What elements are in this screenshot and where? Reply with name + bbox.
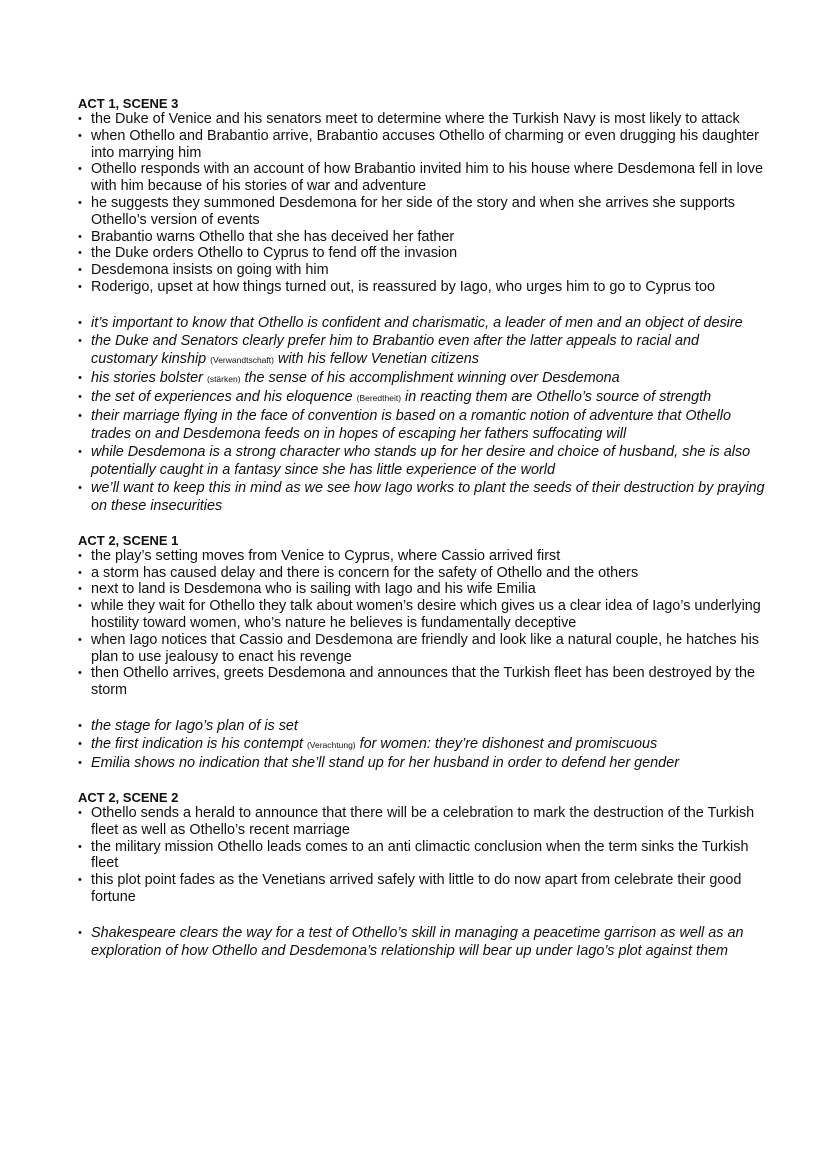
summary-item: • the military mission Othello leads comes to an anti climactic conclusion when the term sinks the Turkish fleet <box>78 839 768 873</box>
analysis-list <box>78 314 768 515</box>
analysis-text: his stories bolster <box>91 369 203 386</box>
summary-item: • when Othello and Brabantio arrive, Brabantio accuses Othello of charming or even drugging his daughter into marrying him <box>78 128 768 162</box>
analysis-item <box>78 388 768 407</box>
summary-item: • while they wait for Othello they talk about women’s desire which gives us a clear idea of Iago’s underlying hostility toward women, who’s nature he believes is fundamentally deceptive <box>78 598 768 632</box>
section-act2-scene1 <box>78 533 768 772</box>
summary-item: • the play’s setting moves from Venice to Cyprus, where Cassio arrived first <box>78 548 768 565</box>
analysis-item <box>78 369 768 388</box>
translation-gloss: (stärken) <box>206 373 241 384</box>
summary-item: • this plot point fades as the Venetians arrived safely with little to do now apart from celebrate their good fortune <box>78 872 768 906</box>
summary-item: • then Othello arrives, greets Desdemona and announces that the Turkish fleet has been destroyed by the storm <box>78 665 768 699</box>
section-heading: ACT 2, SCENE 1 <box>78 532 179 548</box>
analysis-item <box>78 332 768 369</box>
analysis-item: • it’s important to know that Othello is confident and charismatic, a leader of men and an object of desire <box>78 314 768 332</box>
summary-item: • when Iago notices that Cassio and Desdemona are friendly and look like a natural couple, he hatches his plan to use jealousy to enact his revenge <box>78 632 768 666</box>
analysis-item: • while Desdemona is a strong character who stands up for her desire and choice of husband, she is also potentially caught in a fantasy since she has little experience of the world <box>78 443 768 479</box>
section-heading: ACT 1, SCENE 3 <box>78 96 179 111</box>
analysis-item: • their marriage flying in the face of convention is based on a romantic notion of adventure that Othello trades on and Desdemona feeds on in hopes of escaping her fathers suffocating will <box>78 407 768 443</box>
summary-item: • Desdemona insists on going with him <box>78 262 768 279</box>
analysis-text: with his fellow Venetian citizens <box>277 350 479 367</box>
analysis-list <box>78 717 768 772</box>
section-act2-scene2 <box>78 790 768 960</box>
analysis-text: the Duke and Senators clearly prefer him to Brabantio even after the latter appeals to racial and customary kinship <box>91 332 699 367</box>
summary-list <box>78 805 768 906</box>
analysis-item: • Shakespeare clears the way for a test of Othello’s skill in managing a peacetime garrison as well as an exploration of how Othello and Desdemona’s relationship will bear up under Iago’s plot against them <box>78 924 768 960</box>
summary-item: • Othello sends a herald to announce that there will be a celebration to mark the destruction of the Turkish fleet as well as Othello’s recent marriage <box>78 805 768 839</box>
summary-item: • a storm has caused delay and there is concern for the safety of Othello and the others <box>78 565 768 582</box>
analysis-text: in reacting them are Othello’s source of strength <box>405 388 712 405</box>
translation-gloss: (Beredtheit) <box>356 392 402 403</box>
translation-gloss: (Verachtung) <box>306 739 356 750</box>
section-act1-scene3 <box>78 96 768 515</box>
summary-item: • Brabantio warns Othello that she has deceived her father <box>78 229 768 246</box>
summary-list <box>78 548 768 699</box>
section-heading: ACT 2, SCENE 2 <box>78 789 179 805</box>
summary-list <box>78 111 768 296</box>
summary-item: • Roderigo, upset at how things turned out, is reassured by Iago, who urges him to go to Cyprus too <box>78 279 768 296</box>
analysis-text: the first indication is his contempt <box>91 735 303 752</box>
analysis-list <box>78 924 768 960</box>
summary-item: • Othello responds with an account of how Brabantio invited him to his house where Desdemona fell in love with him because of his stories of war and adventure <box>78 161 768 195</box>
analysis-item <box>78 735 768 754</box>
translation-gloss: (Verwandtschaft) <box>210 354 274 365</box>
analysis-item: • the stage for Iago’s plan of is set <box>78 717 768 735</box>
summary-item: • next to land is Desdemona who is sailing with Iago and his wife Emilia <box>78 581 768 598</box>
analysis-item: • we’ll want to keep this in mind as we see how Iago works to plant the seeds of their destruction by praying on these insecurities <box>78 479 768 515</box>
analysis-item: • Emilia shows no indication that she’ll stand up for her husband in order to defend her gender <box>78 754 768 772</box>
summary-item: • he suggests they summoned Desdemona for her side of the story and when she arrives she supports Othello’s version of events <box>78 195 768 229</box>
analysis-text: for women: they’re dishonest and promiscuous <box>359 735 658 752</box>
summary-item: • the Duke of Venice and his senators meet to determine where the Turkish Navy is most likely to attack <box>78 111 768 128</box>
analysis-text: the set of experiences and his eloquence <box>91 388 353 405</box>
analysis-text: the sense of his accomplishment winning over Desdemona <box>244 369 620 386</box>
summary-item: • the Duke orders Othello to Cyprus to fend off the invasion <box>78 245 768 262</box>
